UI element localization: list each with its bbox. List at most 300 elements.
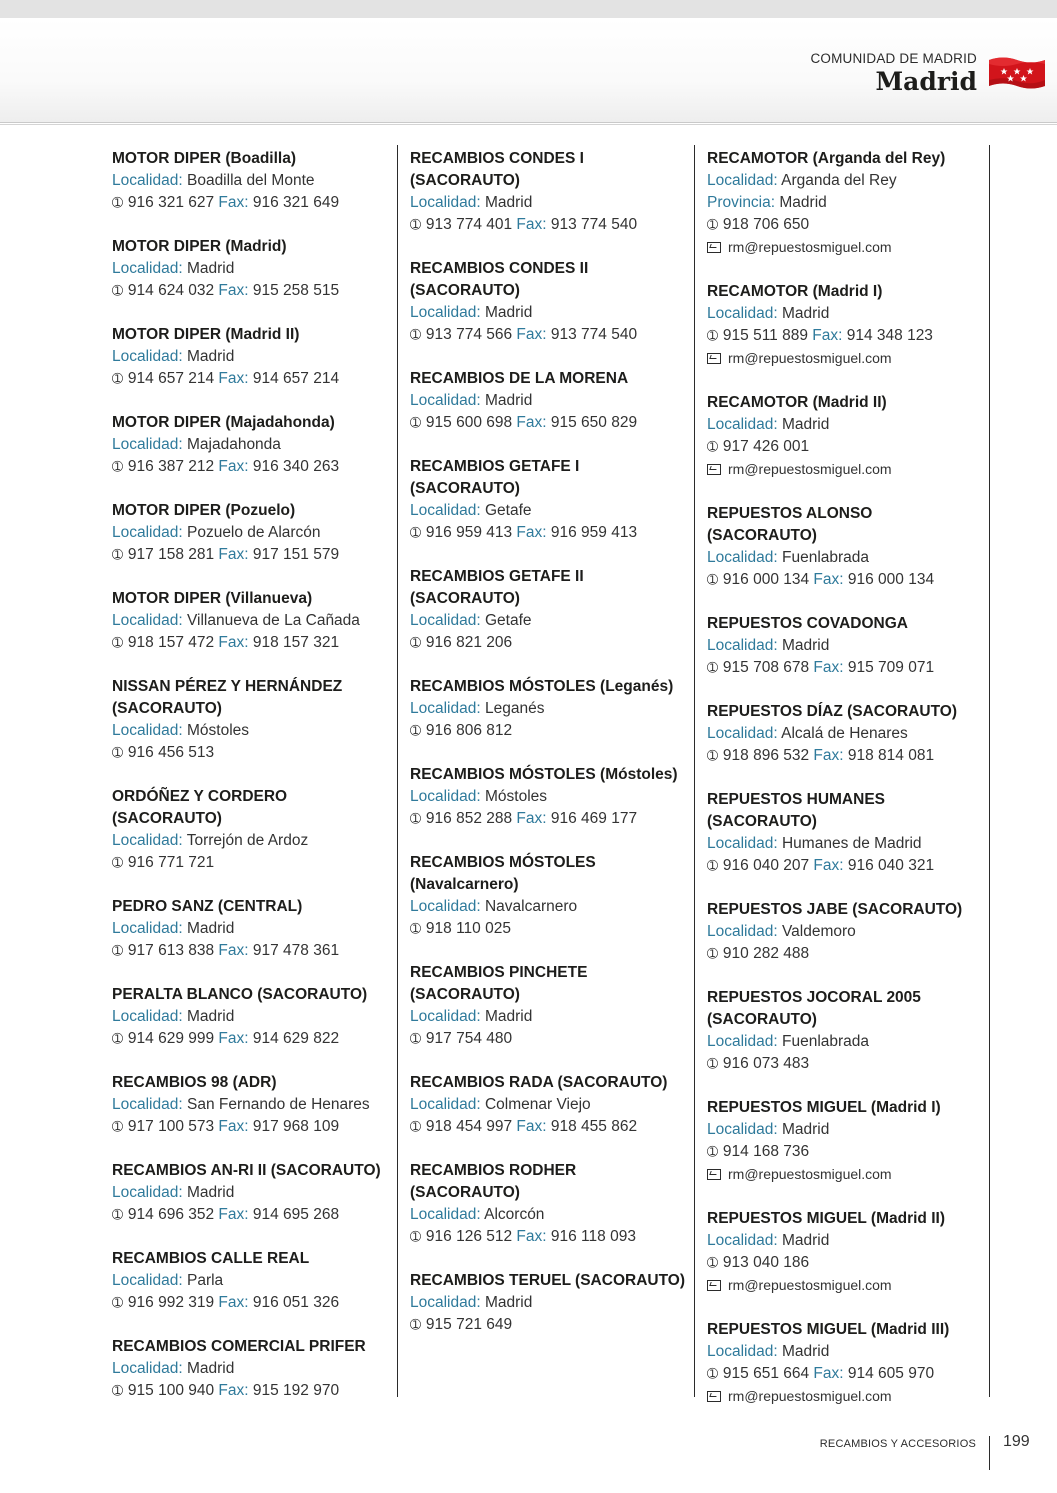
locality-line	[112, 522, 390, 544]
entry-name: MOTOR DIPER (Madrid)	[112, 238, 287, 255]
directory-entry	[707, 392, 985, 481]
fax-label: Fax:	[813, 857, 844, 874]
phone-line	[112, 742, 390, 764]
phone-icon: ➀	[112, 635, 123, 650]
phone-value: 914 624 032	[127, 282, 215, 299]
locality-label: Localidad:	[410, 1294, 481, 1311]
locality-value: Fuenlabrada	[781, 549, 870, 566]
phone-line	[707, 214, 985, 236]
directory-entry	[410, 1072, 688, 1138]
footer-divider	[989, 1436, 990, 1470]
phone-value: 915 708 678	[722, 659, 810, 676]
fax-label: Fax:	[218, 194, 249, 211]
phone-line	[410, 1116, 688, 1138]
fax-label: Fax:	[218, 458, 249, 475]
directory-entry	[410, 368, 688, 434]
locality-line	[707, 921, 985, 943]
locality-label: Localidad:	[410, 612, 481, 629]
locality-value: Navalcarnero	[484, 898, 578, 915]
fax-value: 915 258 515	[252, 282, 340, 299]
entry-name: ORDÓÑEZ Y CORDERO (SACORAUTO)	[112, 788, 288, 827]
phone-value: 915 600 698	[425, 414, 513, 431]
locality-label: Localidad:	[707, 1121, 778, 1138]
entry-name: PEDRO SANZ (CENTRAL)	[112, 898, 303, 915]
locality-value: Madrid	[186, 260, 235, 277]
phone-line	[112, 940, 390, 962]
locality-label: Localidad:	[112, 920, 183, 937]
entry-name: PERALTA BLANCO (SACORAUTO)	[112, 986, 368, 1003]
phone-line	[707, 1053, 985, 1075]
fax-value: 918 455 862	[550, 1118, 638, 1135]
locality-value: Colmenar Viejo	[484, 1096, 591, 1113]
phone-line	[410, 412, 688, 434]
locality-line	[707, 833, 985, 855]
entry-name: RECAMBIOS CONDES II (SACORAUTO)	[410, 260, 589, 299]
phone-value: 914 629 999	[127, 1030, 215, 1047]
locality-label: Localidad:	[707, 305, 778, 322]
phone-icon: ➀	[707, 748, 718, 763]
directory-entry	[112, 896, 390, 962]
locality-line	[112, 1094, 390, 1116]
directory-entry	[410, 962, 688, 1050]
locality-label: Localidad:	[112, 612, 183, 629]
phone-icon: ➀	[112, 855, 123, 870]
phone-line	[112, 1204, 390, 1226]
madrid-flag-icon	[987, 54, 1047, 94]
phone-value: 917 100 573	[127, 1118, 215, 1135]
phone-value: 916 073 483	[722, 1055, 810, 1072]
entry-name: RECAMBIOS MÓSTOLES (Navalcarnero)	[410, 854, 596, 893]
locality-label: Localidad:	[112, 1008, 183, 1025]
locality-value: Alcorcón	[484, 1206, 545, 1223]
fax-value: 917 151 579	[252, 546, 340, 563]
phone-value: 915 651 664	[722, 1365, 810, 1382]
locality-value: Madrid	[186, 348, 235, 365]
email-value: rm@repuestosmiguel.com	[728, 239, 892, 255]
phone-line	[707, 325, 985, 347]
entry-name: MOTOR DIPER (Madrid II)	[112, 326, 300, 343]
directory-entry	[112, 148, 390, 214]
directory-entry	[707, 281, 985, 370]
phone-line	[410, 214, 688, 236]
locality-label: Localidad:	[112, 1360, 183, 1377]
phone-value: 914 696 352	[127, 1206, 215, 1223]
fax-value: 916 051 326	[252, 1294, 340, 1311]
phone-icon: ➀	[112, 943, 123, 958]
fax-value: 915 192 970	[252, 1382, 340, 1399]
fax-value: 914 348 123	[846, 327, 933, 344]
locality-value: Humanes de Madrid	[781, 835, 922, 852]
column-divider	[397, 145, 398, 1397]
phone-line	[707, 1363, 985, 1385]
entry-name: RECAMBIOS PINCHETE (SACORAUTO)	[410, 964, 588, 1003]
phone-icon: ➀	[707, 572, 718, 587]
locality-line	[707, 1119, 985, 1141]
locality-line	[410, 610, 688, 632]
locality-value: Valdemoro	[781, 923, 856, 940]
fax-label: Fax:	[813, 571, 844, 588]
phone-value: 910 282 488	[722, 945, 810, 962]
directory-entry	[112, 236, 390, 302]
email-value: rm@repuestosmiguel.com	[728, 1277, 892, 1293]
phone-value: 915 100 940	[127, 1382, 215, 1399]
phone-value: 918 157 472	[127, 634, 215, 651]
phone-value: 916 852 288	[425, 810, 513, 827]
phone-line	[112, 544, 390, 566]
phone-icon: ➀	[707, 1056, 718, 1071]
locality-line	[707, 303, 985, 325]
fax-value: 916 959 413	[550, 524, 638, 541]
locality-label: Localidad:	[707, 725, 778, 742]
locality-line	[410, 1006, 688, 1028]
entry-name: RECAMBIOS COMERCIAL PRIFER	[112, 1338, 366, 1355]
phone-icon: ➀	[112, 283, 123, 298]
entry-name: REPUESTOS MIGUEL (Madrid III)	[707, 1321, 950, 1338]
locality-value: Madrid	[781, 637, 830, 654]
email-line	[707, 1163, 985, 1186]
locality-label: Localidad:	[112, 436, 183, 453]
fax-value: 913 774 540	[550, 216, 638, 233]
locality-label: Localidad:	[707, 1343, 778, 1360]
entry-name: REPUESTOS HUMANES (SACORAUTO)	[707, 791, 885, 830]
entry-name: RECAMBIOS CALLE REAL	[112, 1250, 310, 1267]
entry-name: RECAMBIOS RODHER (SACORAUTO)	[410, 1162, 577, 1201]
phone-line	[707, 745, 985, 767]
phone-value: 916 387 212	[127, 458, 215, 475]
province-line	[707, 192, 985, 214]
phone-icon: ➀	[112, 745, 123, 760]
directory-entry	[410, 1160, 688, 1248]
fax-label: Fax:	[516, 414, 547, 431]
locality-label: Localidad:	[112, 1272, 183, 1289]
locality-line	[112, 258, 390, 280]
fax-value: 917 478 361	[252, 942, 340, 959]
locality-value: Móstoles	[484, 788, 548, 805]
locality-value: Madrid	[781, 305, 830, 322]
locality-label: Localidad:	[707, 835, 778, 852]
directory-entry	[707, 1319, 985, 1408]
fax-value: 915 650 829	[550, 414, 638, 431]
phone-line	[707, 1141, 985, 1163]
directory-entry	[112, 1336, 390, 1402]
phone-line	[112, 280, 390, 302]
phone-icon: ➀	[410, 811, 421, 826]
locality-line	[112, 1270, 390, 1292]
fax-label: Fax:	[218, 1030, 249, 1047]
fax-value: 915 709 071	[847, 659, 935, 676]
locality-label: Localidad:	[112, 1096, 183, 1113]
fax-value: 914 629 822	[252, 1030, 340, 1047]
entry-name: RECAMBIOS GETAFE II (SACORAUTO)	[410, 568, 584, 607]
fax-label: Fax:	[218, 1294, 249, 1311]
entry-name: REPUESTOS JABE (SACORAUTO)	[707, 901, 963, 918]
locality-label: Localidad:	[410, 304, 481, 321]
phone-value: 918 896 532	[722, 747, 810, 764]
locality-line	[112, 434, 390, 456]
entry-name: RECAMOTOR (Arganda del Rey)	[707, 150, 946, 167]
fax-value: 916 118 093	[550, 1228, 636, 1245]
phone-icon: ➀	[707, 1144, 718, 1159]
fax-value: 916 340 263	[252, 458, 340, 475]
locality-line	[410, 500, 688, 522]
fax-label: Fax:	[218, 282, 249, 299]
locality-line	[112, 830, 390, 852]
locality-label: Localidad:	[410, 1096, 481, 1113]
fax-label: Fax:	[218, 1118, 249, 1135]
phone-value: 917 158 281	[127, 546, 215, 563]
column-divider	[694, 145, 695, 1397]
locality-value: San Fernando de Henares	[186, 1096, 370, 1113]
locality-label: Localidad:	[112, 722, 183, 739]
phone-line	[410, 324, 688, 346]
directory-entry	[707, 789, 985, 877]
directory-entry	[112, 588, 390, 654]
phone-value: 915 721 649	[425, 1316, 513, 1333]
entry-name: RECAMBIOS 98 (ADR)	[112, 1074, 277, 1091]
locality-line	[410, 192, 688, 214]
phone-line	[410, 720, 688, 742]
locality-label: Localidad:	[707, 416, 778, 433]
locality-label: Localidad:	[410, 502, 481, 519]
email-line	[707, 458, 985, 481]
fax-label: Fax:	[218, 634, 249, 651]
phone-icon: ➀	[410, 723, 421, 738]
phone-icon: ➀	[410, 525, 421, 540]
fax-label: Fax:	[516, 810, 547, 827]
phone-line	[410, 1028, 688, 1050]
entry-name: RECAMBIOS DE LA MORENA	[410, 370, 629, 387]
locality-value: Madrid	[186, 1360, 235, 1377]
phone-icon: ➀	[112, 371, 123, 386]
locality-value: Boadilla del Monte	[186, 172, 315, 189]
locality-label: Localidad:	[112, 260, 183, 277]
locality-line	[410, 1204, 688, 1226]
phone-icon: ➀	[112, 1383, 123, 1398]
locality-line	[410, 786, 688, 808]
locality-line	[112, 610, 390, 632]
phone-line	[112, 1292, 390, 1314]
directory-column-3	[707, 148, 985, 1430]
phone-line	[410, 918, 688, 940]
locality-line	[707, 1341, 985, 1363]
phone-value: 918 110 025	[425, 920, 511, 937]
entry-name: RECAMBIOS RADA (SACORAUTO)	[410, 1074, 668, 1091]
locality-value: Alcalá de Henares	[781, 725, 908, 742]
phone-icon: ➀	[410, 1119, 421, 1134]
phone-value: 918 706 650	[722, 216, 810, 233]
phone-icon: ➀	[707, 439, 718, 454]
locality-label: Localidad:	[410, 898, 481, 915]
entry-name: RECAMBIOS TERUEL (SACORAUTO)	[410, 1272, 685, 1289]
fax-value: 916 469 177	[550, 810, 638, 827]
phone-icon: ➀	[112, 195, 123, 210]
locality-value: Madrid	[781, 1121, 830, 1138]
fax-label: Fax:	[218, 370, 249, 387]
directory-entry	[410, 764, 688, 830]
locality-label: Localidad:	[410, 392, 481, 409]
entry-name: RECAMBIOS AN-RI II (SACORAUTO)	[112, 1162, 381, 1179]
directory-entry	[112, 324, 390, 390]
phone-icon: ➀	[112, 547, 123, 562]
locality-line	[112, 1358, 390, 1380]
locality-value: Móstoles	[186, 722, 250, 739]
directory-entry	[112, 1248, 390, 1314]
locality-value: Madrid	[484, 392, 533, 409]
phone-line	[707, 855, 985, 877]
phone-value: 916 959 413	[425, 524, 513, 541]
locality-value: Madrid	[781, 1232, 830, 1249]
phone-value: 913 040 186	[722, 1254, 810, 1271]
mail-icon	[707, 353, 721, 364]
fax-label: Fax:	[813, 1365, 844, 1382]
phone-icon: ➀	[410, 635, 421, 650]
page-number: 199	[1003, 1433, 1030, 1450]
phone-value: 916 000 134	[722, 571, 810, 588]
locality-line	[112, 720, 390, 742]
fax-label: Fax:	[813, 747, 844, 764]
region-title: COMUNIDAD DE MADRID	[810, 51, 977, 66]
fax-value: 916 000 134	[847, 571, 935, 588]
phone-line	[112, 192, 390, 214]
email-value: rm@repuestosmiguel.com	[728, 1388, 892, 1404]
locality-value: Getafe	[484, 502, 532, 519]
fax-label: Fax:	[516, 524, 547, 541]
locality-value: Madrid	[781, 416, 830, 433]
locality-line	[410, 302, 688, 324]
phone-line	[112, 1116, 390, 1138]
phone-icon: ➀	[707, 1366, 718, 1381]
email-value: rm@repuestosmiguel.com	[728, 461, 892, 477]
locality-label: Localidad:	[707, 172, 778, 189]
locality-line	[112, 1006, 390, 1028]
locality-line	[707, 635, 985, 657]
locality-value: Leganés	[484, 700, 545, 717]
locality-line	[410, 698, 688, 720]
phone-line	[112, 632, 390, 654]
phone-value: 917 754 480	[425, 1030, 513, 1047]
fax-label: Fax:	[516, 216, 547, 233]
entry-name: REPUESTOS COVADONGA	[707, 615, 908, 632]
phone-line	[410, 1226, 688, 1248]
phone-value: 917 426 001	[722, 438, 810, 455]
locality-line	[410, 896, 688, 918]
mail-icon	[707, 242, 721, 253]
locality-value: Madrid	[781, 1343, 830, 1360]
phone-value: 916 040 207	[722, 857, 810, 874]
email-line	[707, 1385, 985, 1408]
fax-label: Fax:	[218, 1382, 249, 1399]
mail-icon	[707, 1169, 721, 1180]
locality-value: Majadahonda	[186, 436, 281, 453]
locality-value: Madrid	[186, 920, 235, 937]
phone-icon: ➀	[707, 328, 718, 343]
directory-entry	[112, 1072, 390, 1138]
fax-label: Fax:	[218, 546, 249, 563]
phone-line	[112, 456, 390, 478]
locality-value: Getafe	[484, 612, 532, 629]
directory-entry	[707, 987, 985, 1075]
phone-line	[410, 522, 688, 544]
locality-line	[112, 346, 390, 368]
phone-value: 916 821 206	[425, 634, 513, 651]
directory-entry	[410, 566, 688, 654]
directory-entry	[410, 852, 688, 940]
locality-line	[707, 547, 985, 569]
phone-icon: ➀	[112, 1119, 123, 1134]
phone-line	[707, 569, 985, 591]
phone-value: 916 456 513	[127, 744, 215, 761]
directory-entry	[707, 503, 985, 591]
fax-value: 914 605 970	[847, 1365, 935, 1382]
phone-line	[112, 852, 390, 874]
fax-label: Fax:	[516, 1118, 547, 1135]
locality-label: Localidad:	[410, 1206, 481, 1223]
locality-label: Localidad:	[707, 923, 778, 940]
fax-label: Fax:	[218, 1206, 249, 1223]
fax-value: 918 157 321	[252, 634, 340, 651]
locality-label: Localidad:	[410, 700, 481, 717]
locality-line	[707, 1031, 985, 1053]
entry-name: RECAMBIOS MÓSTOLES (Leganés)	[410, 678, 674, 695]
fax-value: 918 814 081	[847, 747, 935, 764]
entry-name: REPUESTOS DÍAZ (SACORAUTO)	[707, 703, 958, 720]
province-value: Madrid	[779, 194, 827, 211]
email-line	[707, 347, 985, 370]
locality-line	[112, 170, 390, 192]
entry-name: REPUESTOS ALONSO (SACORAUTO)	[707, 505, 873, 544]
directory-entry	[707, 1097, 985, 1186]
entry-name: MOTOR DIPER (Pozuelo)	[112, 502, 296, 519]
phone-line	[707, 436, 985, 458]
city-title: Madrid	[875, 67, 977, 96]
entry-name: MOTOR DIPER (Boadilla)	[112, 150, 297, 167]
entry-name: REPUESTOS MIGUEL (Madrid II)	[707, 1210, 945, 1227]
fax-label: Fax:	[812, 327, 843, 344]
phone-value: 913 774 566	[425, 326, 513, 343]
directory-entry	[410, 456, 688, 544]
locality-line	[707, 414, 985, 436]
locality-line	[410, 1094, 688, 1116]
directory-entry	[707, 613, 985, 679]
phone-icon: ➀	[410, 921, 421, 936]
phone-line	[410, 1314, 688, 1336]
directory-entry	[112, 412, 390, 478]
mail-icon	[707, 1391, 721, 1402]
header-rule	[0, 124, 1057, 125]
phone-icon: ➀	[410, 415, 421, 430]
phone-icon: ➀	[112, 1295, 123, 1310]
locality-label: Localidad:	[707, 1232, 778, 1249]
locality-value: Madrid	[484, 1008, 533, 1025]
phone-icon: ➀	[707, 858, 718, 873]
fax-label: Fax:	[516, 1228, 547, 1245]
phone-value: 914 657 214	[127, 370, 215, 387]
phone-value: 917 613 838	[127, 942, 215, 959]
phone-icon: ➀	[410, 1031, 421, 1046]
phone-line	[707, 657, 985, 679]
phone-icon: ➀	[410, 217, 421, 232]
phone-line	[707, 1252, 985, 1274]
phone-line	[112, 368, 390, 390]
locality-line	[410, 390, 688, 412]
directory-entry	[707, 148, 985, 259]
email-line	[707, 1274, 985, 1297]
phone-value: 918 454 997	[425, 1118, 513, 1135]
locality-value: Villanueva de La Cañada	[186, 612, 360, 629]
phone-icon: ➀	[707, 1255, 718, 1270]
phone-line	[112, 1028, 390, 1050]
fax-value: 916 321 649	[252, 194, 340, 211]
